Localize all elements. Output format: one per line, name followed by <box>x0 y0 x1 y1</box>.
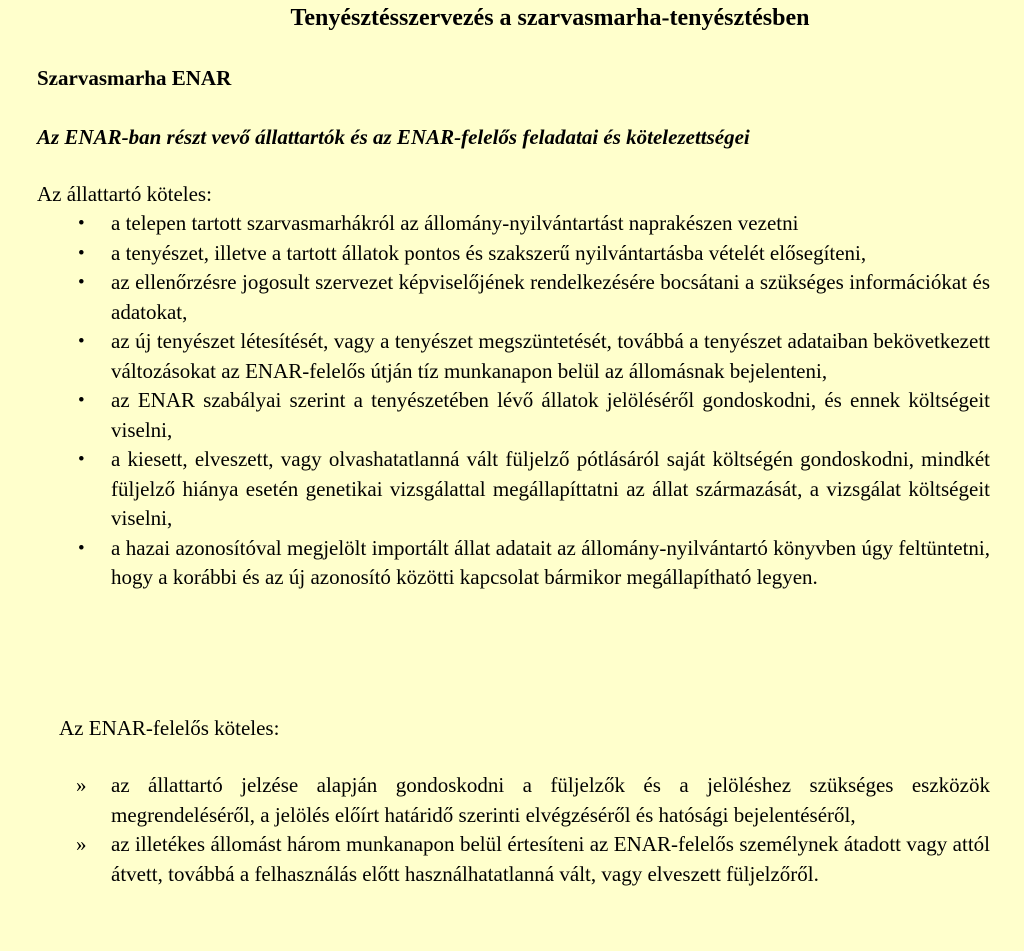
list-item <box>0 268 990 327</box>
list-item-text: az ellenőrzésre jogosult szervezet képviselőjének rendelkezésére bocsátani a szükséges információkat és adatokat, <box>111 270 990 324</box>
bullet-icon: • <box>78 272 85 293</box>
page-title: Tenyésztésszervezés a szarvasmarha-tenyésztésben <box>290 5 810 31</box>
list-item <box>0 534 990 593</box>
list-item-text: az állattartó jelzése alapján gondoskodni a füljelzők és a jelöléshez szükséges eszközök megrendeléséről, a jelölés előírt határidő szerinti elvégzéséről és hatósági bejelentéséről, <box>111 773 990 827</box>
bullet-icon: • <box>78 537 85 559</box>
keeper-duties-list <box>0 209 990 593</box>
list-item <box>0 830 990 889</box>
bullet-icon: • <box>78 390 85 411</box>
list-item <box>0 445 990 534</box>
chevron-right-icon: » <box>76 773 87 797</box>
list-item-text: a hazai azonosítóval megjelölt importált állat adatait az állomány-nyilvántartó könyvben úgy feltüntetni, hogy a korábbi és az új azonosító közötti kapcsolat bármikor megállapítható legyen. <box>111 535 990 589</box>
list-item <box>0 771 990 830</box>
list-item <box>0 327 990 386</box>
list-item <box>0 239 990 269</box>
list-item-text: az új tenyészet létesítését, vagy a tenyészet megszüntetését, továbbá a tenyészet adataiban bekövetkezett változásokat az ENAR-felelős útján tíz munkanapon belül az állomásnak bejelenteni, <box>111 329 990 383</box>
list-item <box>0 386 990 445</box>
section-subheading: Az ENAR-ban részt vevő állattartók és az ENAR-felelős feladatai és kötelezettségei <box>37 125 750 149</box>
chevron-right-icon: » <box>76 832 87 856</box>
bullet-icon: • <box>78 213 85 234</box>
list-item-text: a telepen tartott szarvasmarhákról az állomány-nyilvántartást naprakészen vezetni <box>111 211 799 235</box>
enar-officer-duties-list <box>0 771 990 889</box>
list-item-text: a tenyészet, illetve a tartott állatok pontos és szakszerű nyilvántartásba vételét elősegíteni, <box>111 240 867 265</box>
list-item <box>0 209 990 239</box>
list-item-text: az ENAR szabályai szerint a tenyészetében lévő állatok jelöléséről gondoskodni, és ennek költségeit viselni, <box>111 388 990 442</box>
enar-officer-duties-lead: Az ENAR-felelős köteles: <box>59 716 280 740</box>
bullet-icon: • <box>78 449 85 470</box>
bullet-icon: • <box>78 331 85 352</box>
section-heading: Szarvasmarha ENAR <box>37 66 232 90</box>
bullet-icon: • <box>78 242 85 264</box>
list-item-text: az illetékes állomást három munkanapon belül értesíteni az ENAR-felelős személynek átadott vagy attól átvett, továbbá a felhasználás előtt használhatatlanná vált, vagy elveszett füljelzőről. <box>111 832 990 886</box>
list-item-text: a kiesett, elveszett, vagy olvashatatlanná vált füljelző pótlásáról saját költségén gondoskodni, mindkét füljelző hiánya esetén genetikai vizsgálattal megállapíttatni az állat származását, a vizsgálat költségeit viselni, <box>111 447 990 530</box>
keeper-duties-lead: Az állattartó köteles: <box>37 182 212 206</box>
